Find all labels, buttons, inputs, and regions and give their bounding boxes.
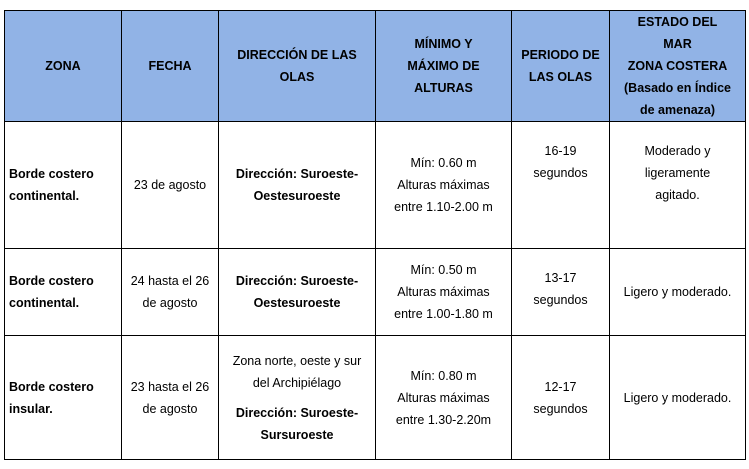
header-fecha: FECHA	[122, 11, 219, 122]
header-text-line: MAR	[663, 37, 692, 51]
cell-line: Oestesuroeste	[253, 296, 341, 310]
cell-line: Alturas máximas	[397, 178, 490, 192]
cell-fecha	[122, 336, 219, 460]
header-estado	[610, 11, 746, 122]
cell-alturas	[376, 249, 512, 336]
header-row	[5, 11, 746, 122]
cell-line: de agosto	[142, 401, 198, 416]
table-row	[5, 122, 746, 249]
cell-line: de agosto	[142, 296, 198, 310]
cell-alturas	[376, 336, 512, 460]
cell-line: segundos	[533, 166, 588, 180]
header-text-line: OLAS	[279, 70, 315, 84]
cell-line: entre 1.10-2.00 m	[394, 200, 493, 214]
cell-zona	[5, 249, 122, 336]
cell-line: continental.	[9, 296, 80, 310]
header-text-line: PERIODO DE	[521, 48, 600, 62]
header-text-line: LAS OLAS	[528, 70, 593, 84]
header-text-line: ZONA COSTERA	[627, 59, 728, 73]
cell-direccion	[219, 249, 376, 336]
cell-estado	[610, 122, 746, 249]
cell-line: Alturas máximas	[397, 285, 490, 299]
cell-line: agitado.	[655, 188, 700, 202]
cell-line: Mín: 0.50 m	[410, 263, 477, 277]
cell-line: Mín: 0.60 m	[410, 156, 477, 170]
cell-estado	[610, 336, 746, 460]
header-alturas	[376, 11, 512, 122]
cell-line: Sursuroeste	[260, 427, 334, 442]
cell-line: Borde costero	[9, 167, 94, 181]
cell-estado	[610, 249, 746, 336]
cell-line: ligeramente	[644, 166, 711, 180]
cell-line: Alturas máximas	[397, 390, 490, 405]
cell-direccion	[219, 122, 376, 249]
cell-alturas	[376, 122, 512, 249]
cell-line: segundos	[533, 293, 588, 307]
cell-line: 23 hasta el 26	[130, 379, 210, 394]
cell-line: Borde costero	[9, 379, 94, 394]
cell-line: Mín: 0.80 m	[410, 368, 477, 383]
cell-zona	[5, 336, 122, 460]
table-row	[5, 249, 746, 336]
header-text-line: de amenaza)	[639, 103, 716, 117]
cell-line: entre 1.00-1.80 m	[394, 307, 493, 321]
cell-fecha	[122, 249, 219, 336]
cell-line: Borde costero	[9, 274, 94, 288]
table-row	[5, 336, 746, 460]
cell-periodo	[512, 336, 610, 460]
wave-forecast-table	[4, 10, 746, 460]
cell-direccion	[219, 336, 376, 460]
cell-line: Oestesuroeste	[253, 189, 341, 203]
header-text-line: (Basado en Índice	[624, 81, 731, 95]
cell-line: Moderado y	[644, 144, 711, 158]
header-text-line: ESTADO DEL	[637, 15, 718, 29]
cell-line: segundos	[533, 401, 588, 416]
cell-line: Dirección: Suroeste-	[235, 405, 359, 420]
cell-spacer	[222, 394, 372, 402]
cell-line: Ligero y moderado.	[623, 285, 732, 299]
cell-line: 23 de agosto	[133, 178, 207, 192]
cell-line: Dirección: Suroeste-	[235, 167, 359, 181]
header-text-line: DIRECCIÓN DE LAS	[237, 48, 357, 62]
cell-periodo	[512, 122, 610, 249]
cell-line: del Archipiélago	[252, 375, 342, 390]
cell-line: insular.	[9, 401, 53, 416]
cell-line: Dirección: Suroeste-	[235, 274, 359, 288]
cell-line: continental.	[9, 189, 80, 203]
cell-line: 13-17	[544, 271, 577, 285]
header-text-line: MÍNIMO Y	[414, 37, 473, 51]
header-direccion	[219, 11, 376, 122]
cell-line: entre 1.30-2.20m	[395, 412, 492, 427]
header-text-line: MÁXIMO DE	[407, 59, 480, 73]
cell-line: 12-17	[544, 379, 577, 394]
header-text-line: ALTURAS	[414, 81, 473, 95]
cell-line: Ligero y moderado.	[623, 390, 732, 405]
cell-fecha	[122, 122, 219, 249]
cell-zona	[5, 122, 122, 249]
header-zona: ZONA	[5, 11, 122, 122]
cell-line: 24 hasta el 26	[130, 274, 210, 288]
cell-line: 16-19	[544, 144, 577, 158]
cell-periodo	[512, 249, 610, 336]
cell-line: Zona norte, oeste y sur	[232, 353, 362, 368]
header-periodo	[512, 11, 610, 122]
